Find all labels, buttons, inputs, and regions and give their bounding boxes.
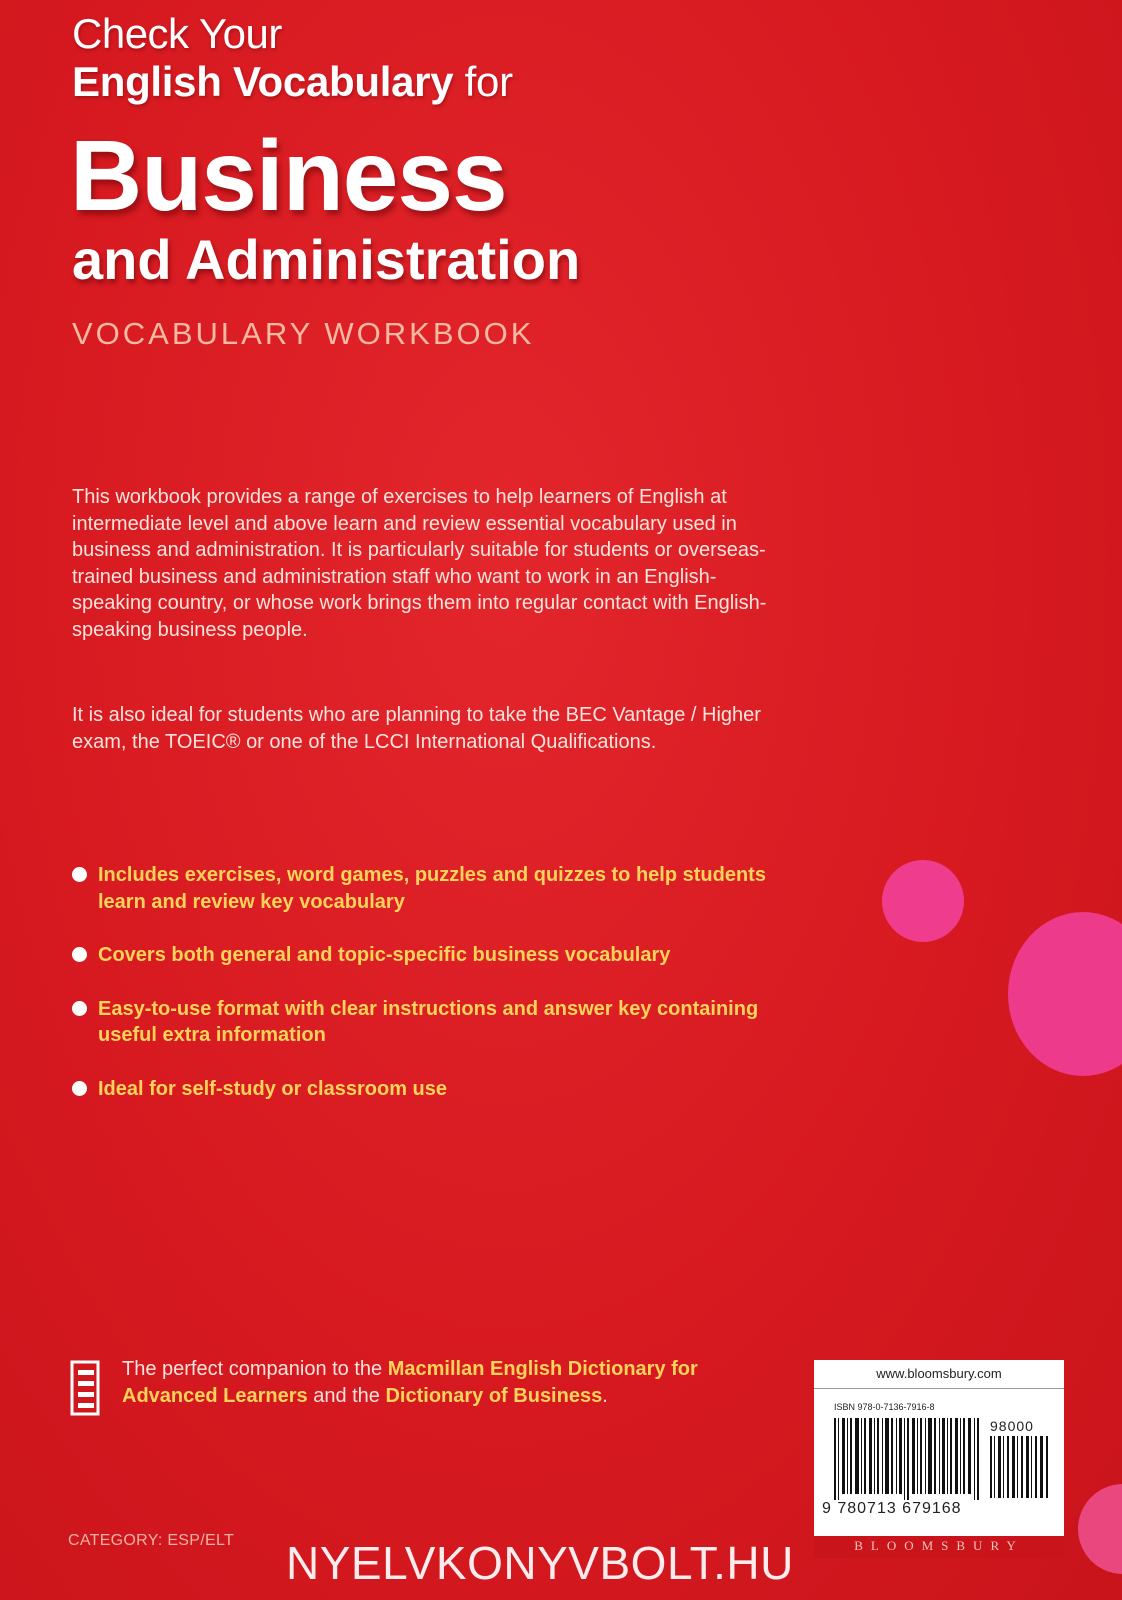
feature-item [72,862,792,915]
bullet-dot-icon [72,1081,87,1096]
description-paragraph-2: It is also ideal for students who are planning to take the BEC Vantage / Higher exam, the TOEIC® or one of the LCCI International Qualifications. [72,704,761,753]
bullet-dot-icon [72,867,87,882]
companion-text-2: and the [307,1385,386,1407]
barcode-bars-icon [834,1418,984,1500]
subtitle: VOCABULARY WORKBOOK [72,316,535,351]
title-line-4: and Administration [72,228,581,291]
barcode-panel [814,1360,1064,1538]
feature-item [72,996,792,1049]
title-line-2-bold: English Vocabulary [72,58,454,105]
pink-circle-corner [1078,1484,1122,1574]
companion-note [122,1356,762,1410]
barcode-divider [814,1388,1064,1389]
feature-item [72,1076,792,1103]
title-line-2 [72,58,513,106]
dictionary-book-icon [70,1360,102,1416]
title-line-1: Check Your [72,10,282,57]
feature-item [72,942,792,969]
publisher-url: www.bloomsbury.com [876,1366,1002,1381]
publisher-name: BLOOMSBURY [854,1538,1024,1553]
barcode-digits: 9 780713 679168 [822,1500,962,1517]
title-line-2-light: for [464,58,513,105]
bullet-dot-icon [72,1001,87,1016]
feature-text: Covers both general and topic-specific business vocabulary [98,944,671,966]
price-code: 98000 [990,1418,1034,1434]
bullet-dot-icon [72,947,87,962]
feature-list [72,862,792,1129]
companion-title-1: Macmillan English Dictionary for Advanced Learners [122,1358,698,1407]
price-barcode-icon [990,1436,1052,1498]
pink-circle-large [1008,912,1122,1076]
feature-text: Easy-to-use format with clear instructions and answer key containing useful extra information [98,997,759,1046]
companion-text-1: The perfect companion to the [122,1358,388,1380]
companion-title-2: Dictionary of Business [385,1385,603,1407]
companion-text-3: . [602,1385,608,1407]
category-label: CATEGORY: ESP/ELT [68,1532,235,1549]
isbn-text: ISBN 978-0-7136-7916-8 [834,1402,935,1412]
site-watermark: NYELVKONYVBOLT.HU [286,1537,794,1589]
pink-circle-small [882,860,964,942]
title-main: Business [70,120,507,232]
feature-text: Includes exercises, word games, puzzles and quizzes to help students learn and review key vocabulary [98,864,766,913]
feature-text: Ideal for self-study or classroom use [98,1077,447,1100]
description-paragraph-1: This workbook provides a range of exercises to help learners of English at intermediate level and above learn and review essential vocabulary used in business and administration. It is particularly suitable for students or overseas-trained business and administration staff who want to work in an English-speaking country, or whose work brings them into regular contact with English-speaking business people. [72,486,767,641]
